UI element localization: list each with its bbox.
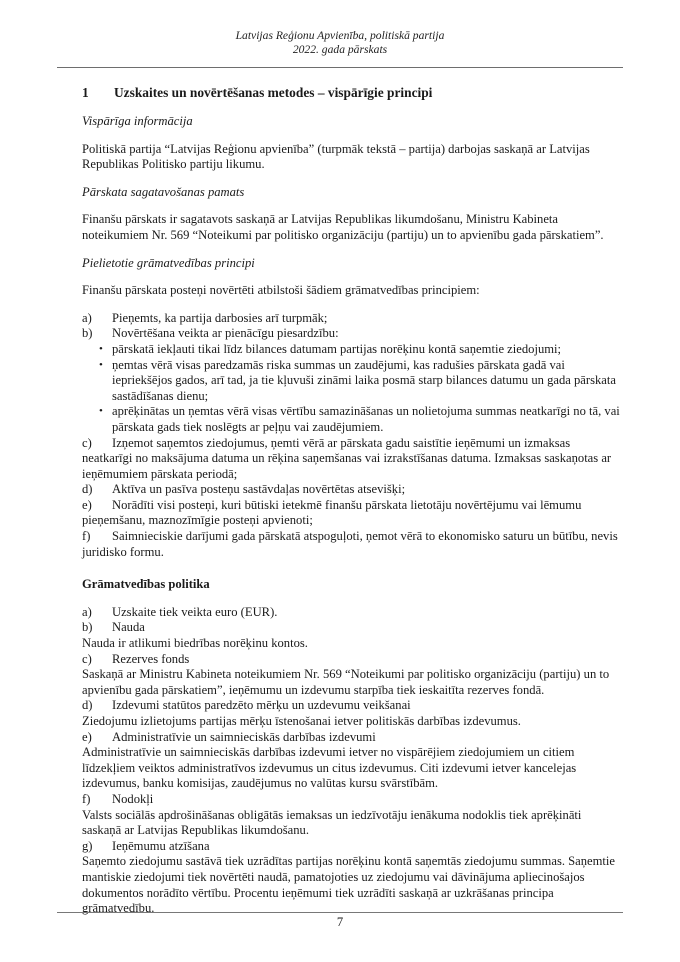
list-item-text: Aktīva un pasīva posteņu sastāvdaļas novērtētas atsevišķi; (112, 482, 406, 497)
list-item-text: Rezerves fonds (112, 651, 190, 666)
list-item-label: b) (82, 620, 93, 635)
page-number: 7 (336, 915, 344, 929)
bullet-icon: • (99, 342, 103, 355)
header-org-name: Latvijas Reģionu Apvienība, politiskā partija (235, 29, 445, 42)
bullet-icon: • (99, 405, 103, 418)
list-item-text: Izdevumi statūtos paredzēto mērķu un uzdevumu veikšanai (112, 698, 411, 713)
list-item-label: b) (82, 326, 93, 341)
list-item-a (82, 311, 620, 327)
list-item-e (82, 498, 620, 529)
list-item-body: Saskaņā ar Ministru Kabineta noteikumiem Nr. 569 “Noteikumi par politisko organizāciju (partiju) un to apvienību gada pārskatiem”, ieņēmumu un izdevumu starpība tiek ieskaitīta rezerves fondā. (82, 667, 610, 697)
list-item-label: a) (82, 310, 92, 325)
list-item-label: e) (82, 497, 92, 512)
list-item-label: g) (82, 838, 93, 853)
list-item-body: Nauda ir atlikumi biedrības norēķinu kontos. (82, 636, 308, 651)
bullet-item (99, 404, 620, 435)
document-header (0, 0, 680, 57)
document-body (82, 84, 620, 917)
list-item-text: Novērtēšana veikta ar pienācīgu piesardzību: (112, 326, 339, 341)
list-item-label: f) (82, 529, 91, 544)
subheading-accounting-policy: Grāmatvedības politika (82, 577, 210, 592)
list-item-text: Uzskaite tiek veikta euro (EUR). (112, 604, 278, 619)
list-item-label: c) (82, 435, 92, 450)
list-item-text: Izņemot saņemtos ziedojumus, ņemti vērā ar pārskata gadu saistītie ieņēmumi un izmaksas neatkarīgi no maksājuma datuma un rēķina saņemšanas vai izrakstīšanas datuma. Izmaksas saskaņotas ar ieņēmumiem pārskata periodā; (82, 435, 612, 481)
principles-list (82, 311, 620, 561)
bullet-icon: • (99, 358, 103, 371)
list-item-b (82, 326, 620, 342)
footer-rule (57, 912, 623, 913)
bullet-item (99, 341, 620, 358)
subheading-accounting-principles: Pielietotie grāmatvedības principi (82, 255, 255, 270)
list-item-label: e) (82, 729, 92, 744)
list-item-text: Administratīvie un saimnieciskās darbības izdevumi (112, 729, 376, 744)
list-item-b (82, 620, 620, 636)
list-item-d (82, 698, 620, 714)
list-item-text: Norādīti visi posteņi, kuri būtiski ietekmē finanšu pārskata lietotāju novērtējumu vai lēmumu pieņemšanu, maznozīmīgie posteņi apvienoti; (82, 497, 582, 528)
list-item-body: Saņemto ziedojumu sastāvā tiek uzrādītas partijas norēķinu kontā saņemtās ziedojumu summas. Saņemtie mantiskie ziedojumi tiek novērtēti naudā, pamatojoties uz ziedojumu vai dāvinājuma apliecinošajos dokumentos norādīto vērtību. Procentu ieņēmumi tiek uzrādīti saskaņā ar uzkrāšanas principa grāmatvedību. (82, 854, 616, 916)
list-item-text: Ieņēmumu atzīšana (112, 838, 210, 853)
policy-list (82, 605, 620, 917)
header-report-title: 2022. gada pārskats (292, 43, 388, 56)
list-item-f (82, 529, 620, 560)
list-item-text: Saimnieciskie darījumi gada pārskatā atspoguļoti, ņemot vērā to ekonomisko saturu un būtību, nevis juridisko formu. (82, 529, 618, 559)
list-item-text: Pieņemts, ka partija darbosies arī turpmāk; (112, 310, 328, 325)
bullet-text: pārskatā iekļauti tikai līdz bilances datumam partijas norēķinu kontā saņemtie ziedojumi; (112, 341, 562, 356)
list-item-body: Ziedojumu izlietojums partijas mērķu īstenošanai ietver politiskās darbības izdevumus. (82, 714, 521, 728)
bullet-text: aprēķinātas un ņemtas vērā visas vērtību samazināšanas un nolietojuma summas neatkarīgi no tā, vai pārskata gads tiek noslēgts ar peļņu vai zaudējumiem. (112, 404, 620, 434)
document-footer (0, 912, 680, 962)
list-item-d (82, 482, 620, 498)
header-rule (57, 67, 623, 68)
bullet-text: ņemtas vērā visas paredzamās riska summas un zaudējumi, kas radušies pārskata gadā vai iepriekšējos gados, arī tad, ja tie kļuvuši zināmi laika posmā starp bilances datumu un gada pārskata sastādīšanas dienu; (112, 357, 616, 403)
subheading-preparation-basis: Pārskata sagatavošanas pamats (82, 184, 245, 199)
list-item-label: d) (82, 698, 93, 713)
section-title: Uzskaites un novērtēšanas metodes – vispārīgie principi (114, 85, 433, 100)
list-item-label: f) (82, 791, 91, 806)
list-item-f (82, 792, 620, 808)
list-item-label: a) (82, 604, 92, 619)
list-item-text: Nauda (112, 620, 145, 635)
paragraph-general-info: Politiskā partija “Latvijas Reģionu apvienība” (turpmāk tekstā – partija) darbojas saskaņā ar Latvijas Republikas Politisko partiju likumu. (82, 141, 590, 172)
paragraph-preparation-basis: Finanšu pārskats ir sagatavots saskaņā ar Latvijas Republikas likumdošanu, Ministru Kabineta noteikumiem Nr. 569 “Noteikumi par politisko organizāciju (partiju) un to apvienību gada pārskatiem”. (82, 212, 604, 242)
list-item-e (82, 730, 620, 746)
list-item-label: d) (82, 482, 93, 497)
list-item-label: c) (82, 651, 92, 666)
list-item-g (82, 839, 620, 855)
list-item-body: Valsts sociālās apdrošināšanas obligātās iemaksas un iedzīvotāju ienākuma nodoklis tiek aprēķināti saskaņā ar Latvijas Republikas likumdošanu. (82, 807, 582, 838)
subheading-general-info: Vispārīga informācija (82, 114, 193, 128)
section-number: 1 (82, 85, 89, 100)
bullet-item (99, 357, 620, 405)
list-item-a (82, 605, 620, 621)
list-item-c (82, 436, 620, 483)
list-item-c (82, 652, 620, 668)
section-heading (82, 84, 620, 102)
list-item-text: Nodokļi (112, 791, 154, 806)
list-item-body: Administratīvie un saimnieciskās darbības izdevumi ietver no vispārējiem ziedojumiem un citiem līdzekļiem veiktos administratīvos izdevumus un citus izdevumus. Citi izdevumi ietver kancelejas izdevumus, banku komisijas, zaudējumus no valūtas kursu svārstībām. (82, 745, 577, 791)
paragraph-principles-intro: Finanšu pārskata posteņi novērtēti atbilstoši šādiem grāmatvedības principiem: (82, 283, 480, 298)
